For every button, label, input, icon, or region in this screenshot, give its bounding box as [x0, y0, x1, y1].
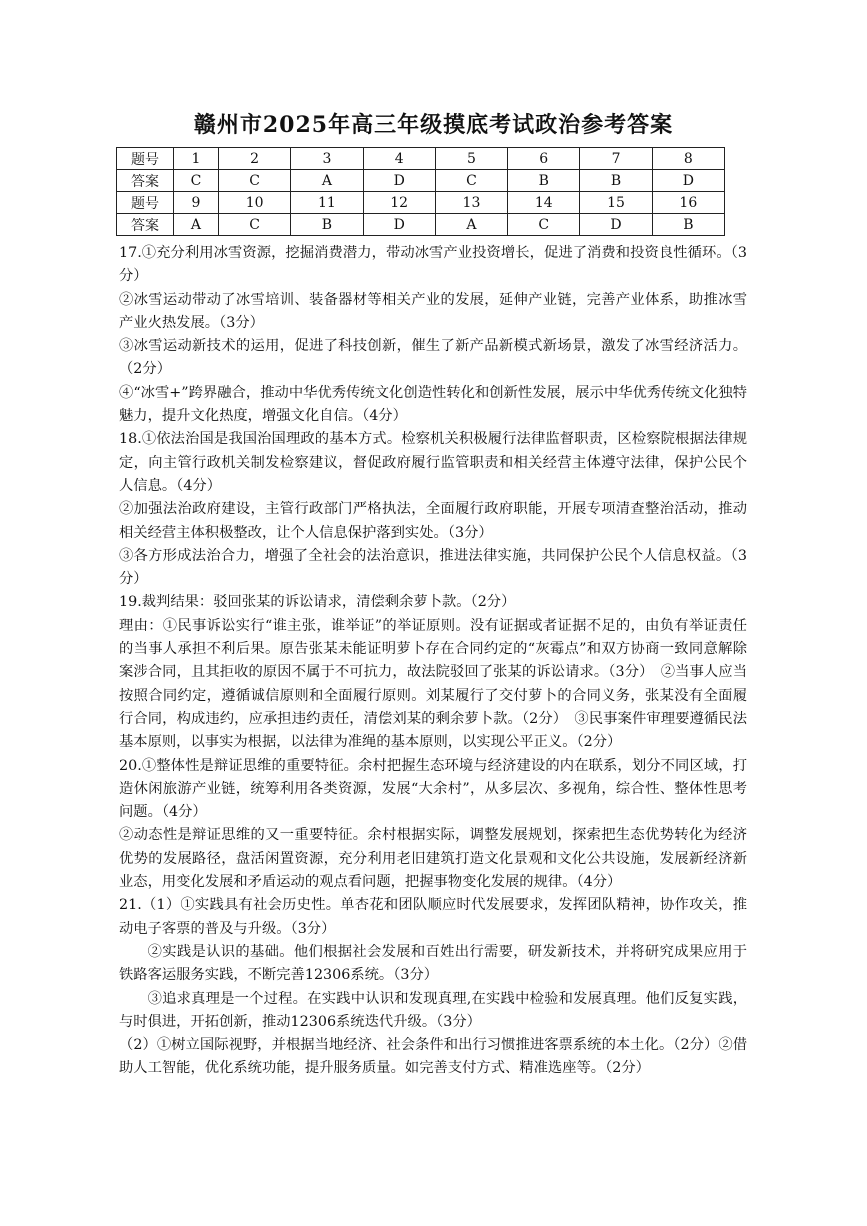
answer-paragraph-17-3: ③冰雪运动新技术的运用，促进了科技创新，催生了新产品新模式新场景，激发了冰雪经济活力。（2分） [119, 338, 747, 378]
row-label: 答案 [117, 170, 174, 192]
table-cell: B [291, 214, 363, 236]
table-cell: 16 [652, 192, 724, 214]
table-cell: 8 [652, 148, 724, 170]
answer-paragraph-18-3: ③各方形成法治合力，增强了全社会的法治意识，推进法律实施，共同保护公民个人信息权益。（3分） [119, 547, 747, 588]
table-row [117, 214, 725, 236]
answer-paragraph-21-1: 21.（1）①实践具有社会历史性。单杏花和团队顺应时代发展要求，发挥团队精神，协作攻关，推动电子客票的普及与升级。（3分） [119, 897, 747, 937]
table-cell: D [652, 170, 724, 192]
table-cell: 3 [291, 148, 363, 170]
table-cell: B [580, 170, 652, 192]
table-cell: 2 [218, 148, 290, 170]
page-title: 赣州市2025年高三年级摸底考试政治参考答案 [193, 112, 674, 138]
table-row [117, 148, 725, 170]
row-label: 题号 [117, 192, 174, 214]
table-cell: 15 [580, 192, 652, 214]
answer-paragraph-21-3: ③追求真理是一个过程。在实践中认识和发现真理,在实践中检验和发展真理。他们反复实践，与时俱进，开拓创新，推动12306系统迭代升级。（3分） [119, 990, 747, 1030]
table-cell: 11 [291, 192, 363, 214]
answer-paragraph-19-result: 19.裁判结果：驳回张某的诉讼请求，清偿剩余萝卜款。（2分） [119, 594, 516, 611]
answer-paragraph-20-2: ②动态性是辩证思维的又一重要特征。余村根据实际，调整发展规划，探索把生态优势转化为经济优势的发展路径，盘活闲置资源，充分利用老旧建筑打造文化景观和文化公共设施，发展新经济新业态，用变化发展和矛盾运动的观点看问题，把握事物变化发展的规律。（4分） [119, 827, 747, 891]
answer-paragraph-20-1: 20.①整体性是辩证思维的重要特征。余村把握生态环境与经济建设的内在联系，划分不同区域，打造休闲旅游产业链，统筹利用各类资源，发展“大余村”，从多层次、多视角，综合性、整体性思考问题。（4分） [119, 757, 747, 821]
table-cell: 6 [508, 148, 580, 170]
answer-paragraph-18-2: ②加强法治政府建设，主管行政部门严格执法，全面履行政府职能，开展专项清查整治活动，推动相关经营主体积极整改，让个人信息保护落到实处。（3分） [119, 501, 747, 541]
row-label: 答案 [117, 214, 174, 236]
table-cell: C [508, 214, 580, 236]
table-cell: 12 [363, 192, 435, 214]
answer-key-table [116, 147, 725, 236]
table-cell: 5 [435, 148, 507, 170]
table-cell: C [435, 170, 507, 192]
table-cell: 1 [174, 148, 219, 170]
answer-paragraph-17-1: 17.①充分利用冰雪资源，挖掘消费潜力，带动冰雪产业投资增长，促进了消费和投资良性循环。（3分） [119, 245, 747, 285]
table-cell: 9 [174, 192, 219, 214]
table-cell: 14 [508, 192, 580, 214]
table-cell: C [218, 170, 290, 192]
table-cell: B [508, 170, 580, 192]
table-cell: C [174, 170, 219, 192]
answer-paragraph-21-2: ②实践是认识的基础。他们根据社会发展和百姓出行需要，研发新技术，并将研究成果应用于铁路客运服务实践，不断完善12306系统。（3分） [119, 943, 747, 984]
answer-paragraph-17-2: ②冰雪运动带动了冰雪培训、装备器材等相关产业的发展，延伸产业链，完善产业体系，助推冰雪产业火热发展。（3分） [119, 291, 747, 331]
table-cell: 4 [363, 148, 435, 170]
table-row [117, 170, 725, 192]
table-cell: D [363, 170, 435, 192]
answer-paragraph-19-reason: 理由：①民事诉讼实行“谁主张，谁举证”的举证原则。没有证据或者证据不足的，由负有举证责任的当事人承担不利后果。原告张某未能证明萝卜存在合同约定的“灰霉点”和双方协商一致同意解除案涉合同，且其拒收的原因不属于不可抗力，故法院驳回了张某的诉讼请求。（3分） ②当事人应当按照合同约定，遵循诚信原则和全面履行原则。刘某履行了交付萝卜的合同义务，张某没有全面履行合同，构成违约，应承担违约责任，清偿刘某的剩余萝卜款。（2分） ③民事案件审理要遵循民法基本原则，以事实为根据，以法律为准绳的基本原则，以实现公平正义。（2分） [119, 617, 747, 751]
table-row [117, 192, 725, 214]
table-cell: A [435, 214, 507, 236]
table-cell: 10 [218, 192, 290, 214]
table-cell: C [218, 214, 290, 236]
answer-paragraph-21-4: （2）①树立国际视野，并根据当地经济、社会条件和出行习惯推进客票系统的本土化。（2分）②借助人工智能，优化系统功能，提升服务质量。如完善支付方式、精准选座等。（2分） [119, 1037, 747, 1077]
table-cell: 7 [580, 148, 652, 170]
table-cell: D [363, 214, 435, 236]
table-cell: B [652, 214, 724, 236]
table-cell: 13 [435, 192, 507, 214]
answer-body [119, 242, 747, 1081]
row-label: 题号 [117, 148, 174, 170]
answer-paragraph-18-1: 18.①依法治国是我国治国理政的基本方式。检察机关积极履行法律监督职责，区检察院根据法律规定，向主管行政机关制发检察建议，督促政府履行监管职责和相关经营主体遵守法律，保护公民个人信息。（4分） [119, 431, 747, 494]
table-cell: A [291, 170, 363, 192]
table-cell: A [174, 214, 219, 236]
answer-paragraph-17-4: ④“冰雪+”跨界融合，推动中华优秀传统文化创造性转化和创新性发展，展示中华优秀传统文化独特魅力，提升文化热度，增强文化自信。（4分） [119, 384, 747, 425]
table-cell: D [580, 214, 652, 236]
